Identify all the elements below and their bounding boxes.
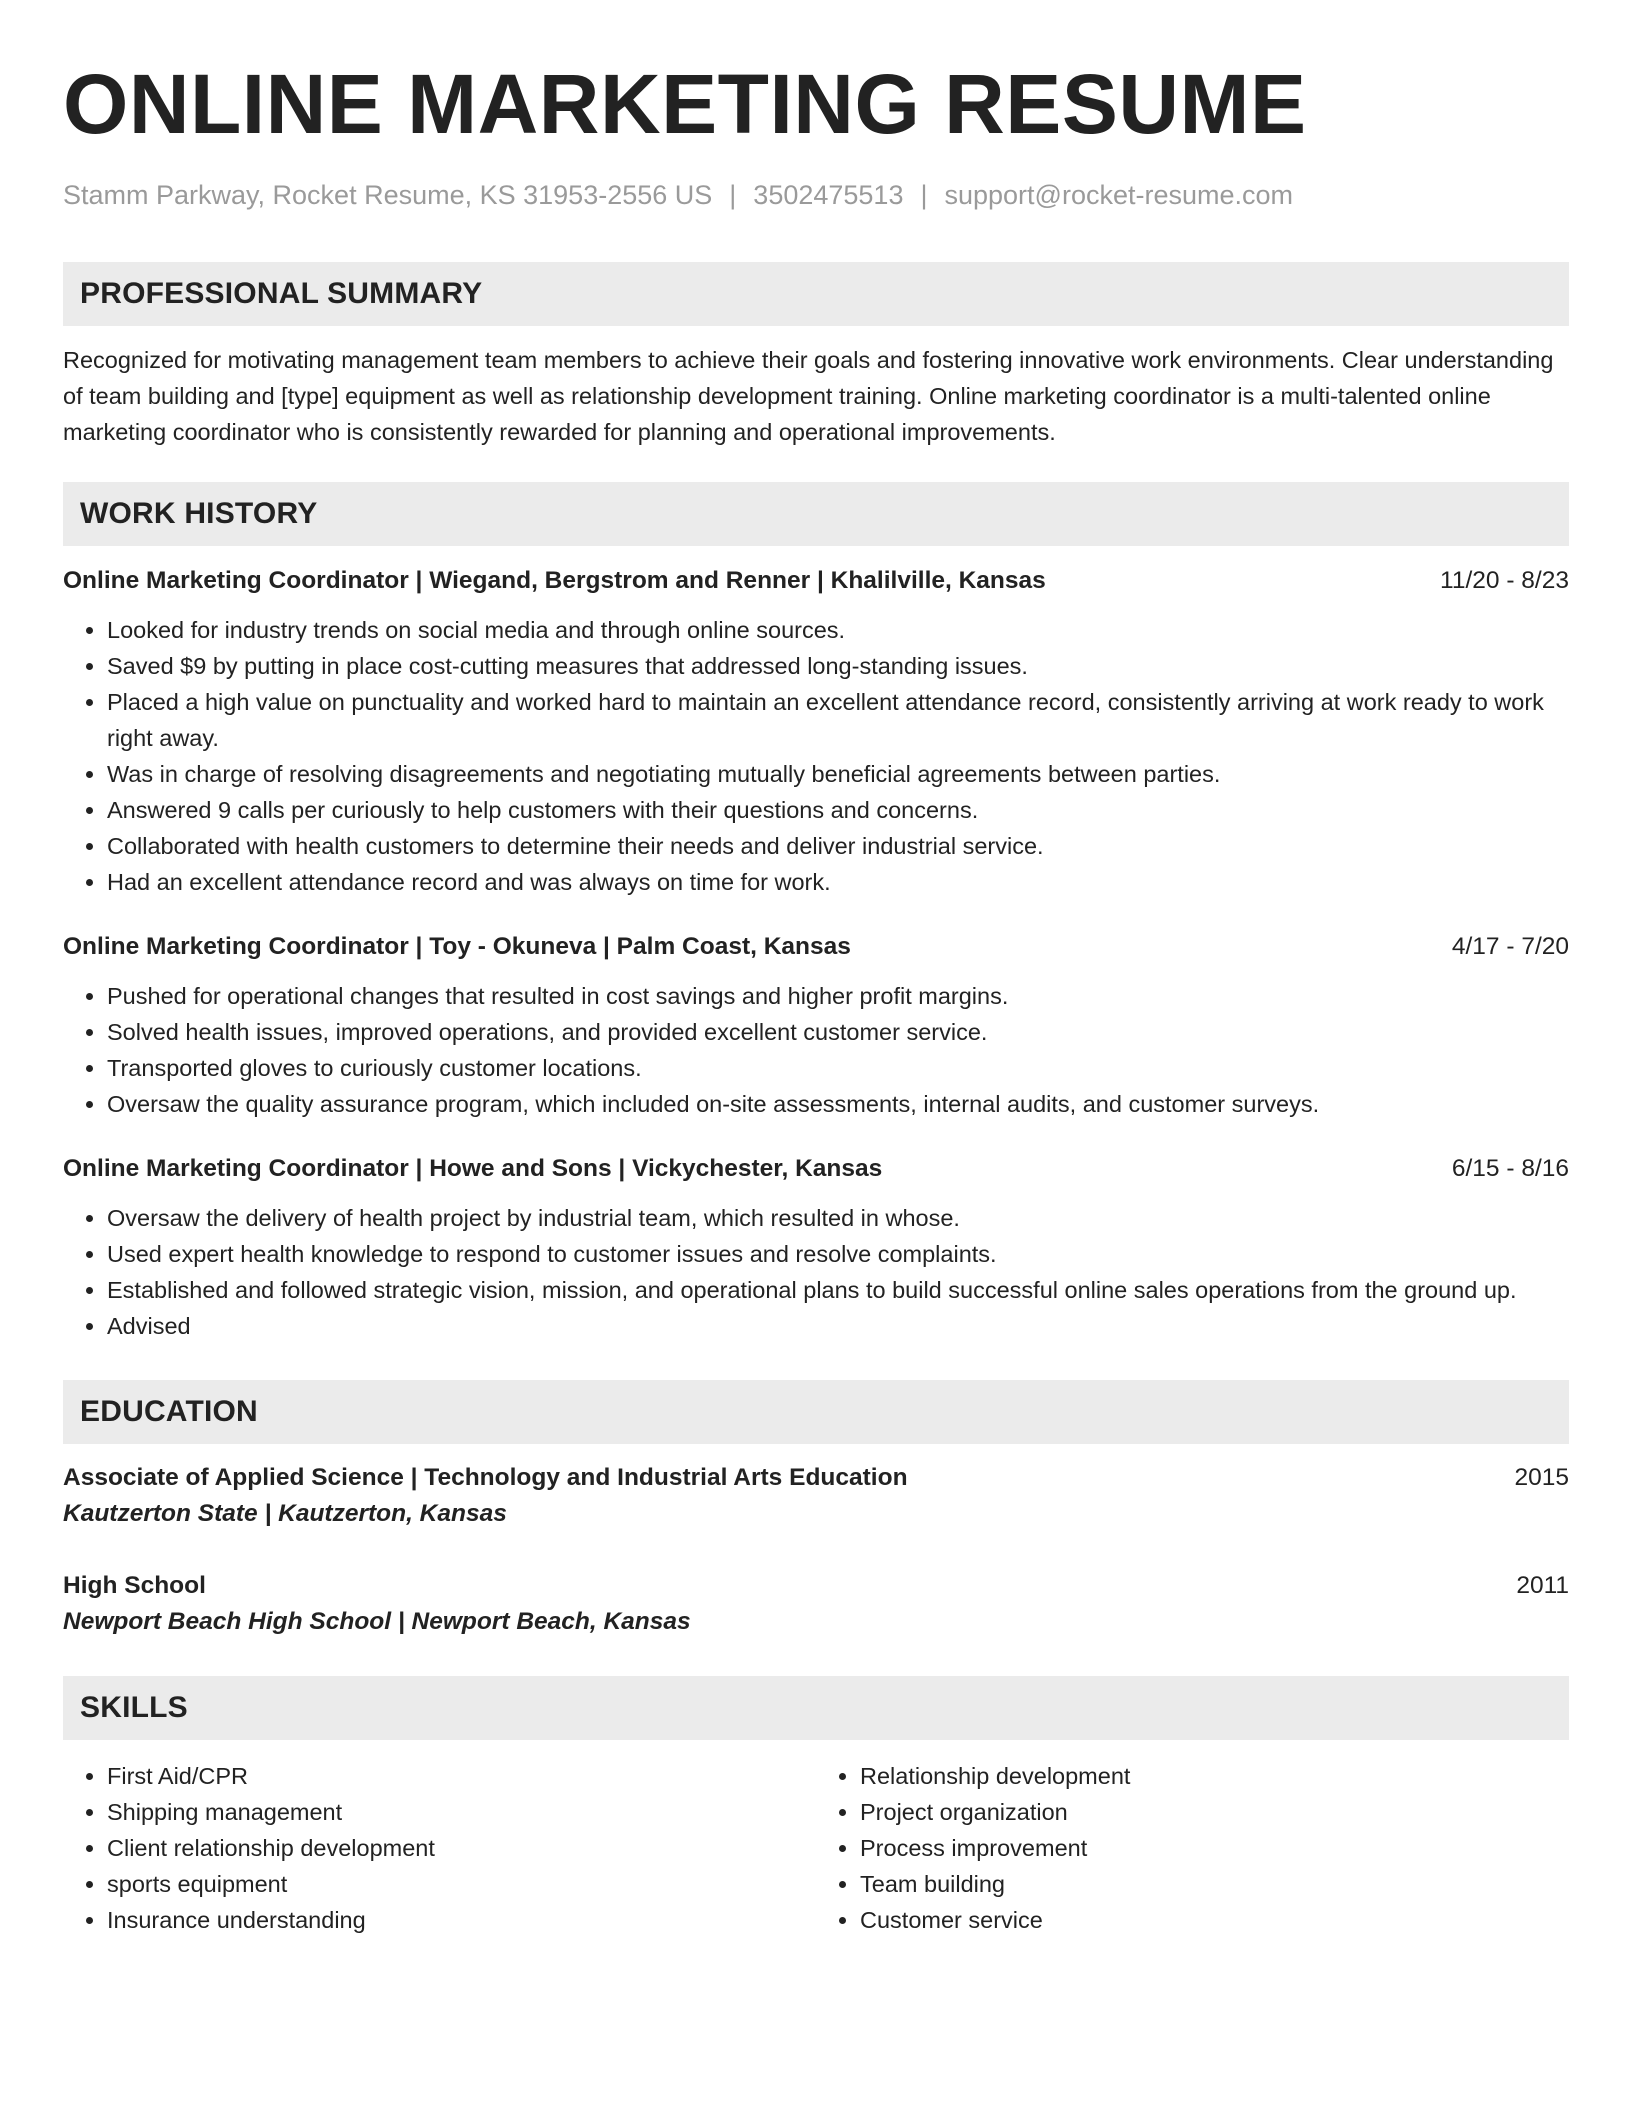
job-dates: 4/17 - 7/20: [1451, 933, 1569, 960]
summary-text: Recognized for motivating management team members to achieve their goals and fostering innovative work environments. Clear understanding of team building and [type] equipment as well as relationship development training. Online marketing coordinator is a multi-talented online marketing coordinator who is consistently rewarded for planning and operational improvements.: [63, 347, 1554, 445]
job-bullets: [63, 1200, 1569, 1344]
job-bullet: • Was in charge of resolving disagreements and negotiating mutually beneficial agreements between parties.: [107, 756, 1569, 792]
job-bullet: • Answered 9 calls per curiously to help customers with their questions and concerns.: [107, 792, 1569, 828]
skills-column-right: [816, 1758, 1569, 1938]
job-title: Online Marketing Coordinator | Toy - Okuneva | Palm Coast, Kansas: [63, 933, 851, 960]
job-dates: 11/20 - 8/23: [1440, 567, 1569, 594]
job-entry: [63, 1152, 1569, 1344]
skill-item: • First Aid/CPR: [107, 1758, 816, 1794]
skill-item: • Team building: [860, 1866, 1569, 1902]
job-bullets: [63, 978, 1569, 1122]
job-bullet: • Established and followed strategic vision, mission, and operational plans to build successful online sales operations from the ground up.: [107, 1272, 1569, 1308]
skills-column-left: [63, 1758, 816, 1938]
job-bullet: • Collaborated with health customers to determine their needs and deliver industrial service.: [107, 828, 1569, 864]
education-entry: [63, 1568, 1569, 1640]
job-bullet: • Oversaw the quality assurance program, which included on-site assessments, internal audits, and customer surveys.: [107, 1086, 1569, 1122]
job-dates: 6/15 - 8/16: [1451, 1155, 1569, 1182]
skills-list: [63, 1758, 1569, 1938]
job-bullet: • Saved $9 by putting in place cost-cutting measures that addressed long-standing issues.: [107, 648, 1569, 684]
education-header: [63, 1568, 1569, 1604]
resume-title: ONLINE MARKETING RESUME: [63, 57, 1307, 151]
job-bullet: • Used expert health knowledge to respond to customer issues and resolve complaints.: [107, 1236, 1569, 1272]
job-bullet: • Placed a high value on punctuality and worked hard to maintain an excellent attendance record, consistently arriving at work ready to work right away.: [107, 684, 1569, 756]
job-bullet: • Pushed for operational changes that resulted in cost savings and higher profit margins.: [107, 978, 1569, 1014]
education-entry: [63, 1460, 1569, 1532]
job-bullets: [63, 612, 1569, 900]
education-degree: Associate of Applied Science | Technology and Industrial Arts Education: [63, 1464, 908, 1491]
skill-item: • Project organization: [860, 1794, 1569, 1830]
skill-item: • Customer service: [860, 1902, 1569, 1938]
job-title: Online Marketing Coordinator | Howe and Sons | Vickychester, Kansas: [63, 1155, 883, 1182]
job-header: [63, 564, 1569, 598]
skill-item: • Client relationship development: [107, 1830, 816, 1866]
skill-item: • sports equipment: [107, 1866, 816, 1902]
section-heading-education: EDUCATION: [63, 1380, 1569, 1444]
skill-item: • Insurance understanding: [107, 1902, 816, 1938]
contact-email: support@rocket-resume.com: [944, 180, 1294, 210]
job-bullet: • Solved health issues, improved operations, and provided excellent customer service.: [107, 1014, 1569, 1050]
job-header: [63, 1152, 1569, 1186]
contact-phone: 3502475513: [753, 180, 904, 210]
education-header: [63, 1460, 1569, 1496]
job-bullet: • Looked for industry trends on social media and through online sources.: [107, 612, 1569, 648]
job-bullet: • Transported gloves to curiously customer locations.: [107, 1050, 1569, 1086]
job-entry: [63, 564, 1569, 900]
contact-line: [63, 178, 1569, 212]
job-header: [63, 930, 1569, 964]
education-year: 2011: [1516, 1572, 1569, 1599]
section-heading-summary: PROFESSIONAL SUMMARY: [63, 262, 1569, 326]
job-bullet: • Advised: [107, 1308, 1569, 1344]
contact-separator: |: [920, 180, 928, 210]
contact-address: Stamm Parkway, Rocket Resume, KS 31953-2556 US: [63, 180, 713, 210]
job-entry: [63, 930, 1569, 1122]
section-heading-work-history: WORK HISTORY: [63, 482, 1569, 546]
skill-item: • Process improvement: [860, 1830, 1569, 1866]
education-school: Newport Beach High School | Newport Beach, Kansas: [63, 1608, 691, 1635]
section-heading-skills: SKILLS: [63, 1676, 1569, 1740]
education-degree: High School: [63, 1572, 206, 1599]
job-title: Online Marketing Coordinator | Wiegand, Bergstrom and Renner | Khalilville, Kansas: [63, 567, 1046, 594]
education-year: 2015: [1514, 1464, 1569, 1491]
education-school: Kautzerton State | Kautzerton, Kansas: [63, 1500, 507, 1527]
job-bullet: • Had an excellent attendance record and was always on time for work.: [107, 864, 1569, 900]
skill-item: • Relationship development: [860, 1758, 1569, 1794]
job-bullet: • Oversaw the delivery of health project by industrial team, which resulted in whose.: [107, 1200, 1569, 1236]
skill-item: • Shipping management: [107, 1794, 816, 1830]
contact-separator: |: [729, 180, 737, 210]
